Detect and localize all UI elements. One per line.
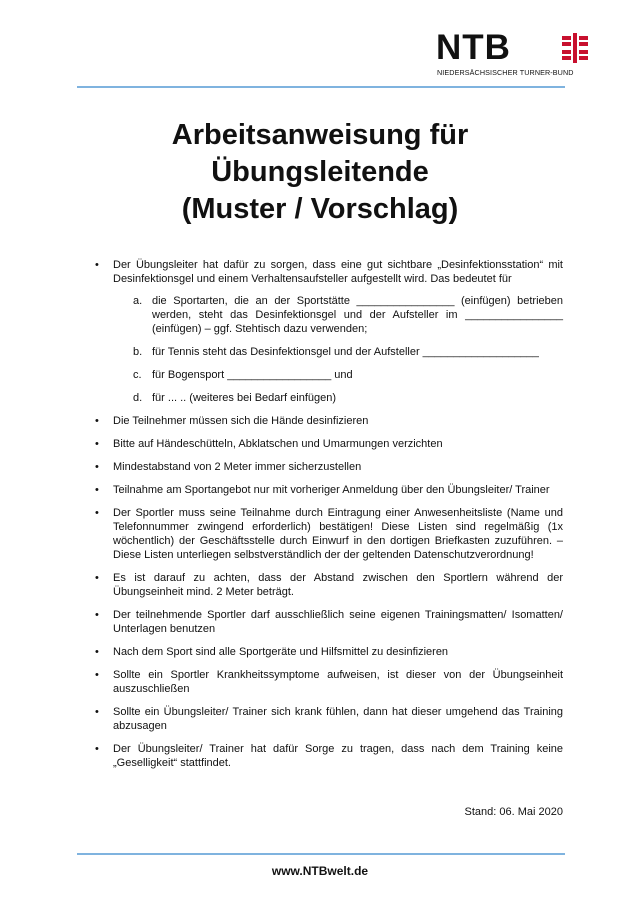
logo-subtitle: NIEDERSÄCHSISCHER TURNER-BUND bbox=[437, 68, 574, 77]
document-date: Stand: 06. Mai 2020 bbox=[464, 806, 563, 818]
list-item-text: Die Teilnehmer müssen sich die Hände desinfizieren bbox=[113, 415, 369, 427]
footer-rule bbox=[77, 853, 565, 855]
sub-marker: b. bbox=[133, 346, 143, 358]
turner-cross-icon bbox=[560, 33, 590, 63]
logo-text: NTB bbox=[436, 28, 511, 67]
instruction-list bbox=[93, 258, 563, 770]
instruction-body bbox=[93, 258, 563, 779]
list-item-text: Sollte ein Übungsleiter/ Trainer sich krank fühlen, dann hat dieser umgehend das Training abzusagen bbox=[113, 706, 563, 732]
list-item bbox=[93, 571, 563, 599]
sub-marker: a. bbox=[133, 295, 143, 307]
list-item bbox=[93, 608, 563, 636]
sub-list-item bbox=[113, 345, 563, 359]
list-item-text: Der Übungsleiter hat dafür zu sorgen, dass eine gut sichtbare „Desinfektionsstation“ mit Desinfektionsgel und einem Verhaltensaufsteller aufgestellt wird. Das bedeutet für bbox=[113, 259, 563, 285]
list-item-text: Es ist darauf zu achten, dass der Abstand zwischen den Sportlern während der Übungseinheit mind. 2 Meter beträgt. bbox=[113, 572, 563, 598]
page-title bbox=[60, 117, 580, 228]
sub-marker: d. bbox=[133, 392, 143, 404]
title-line-1: Arbeitsanweisung für bbox=[171, 119, 469, 151]
sub-marker: c. bbox=[133, 369, 142, 381]
list-item-text: Sollte ein Sportler Krankheitssymptome aufweisen, ist dieser von der Übungseinheit auszuschließen bbox=[113, 669, 563, 695]
list-item-text: Mindestabstand von 2 Meter immer sicherzustellen bbox=[113, 461, 362, 473]
list-item-text: Teilnahme am Sportangebot nur mit vorheriger Anmeldung über den Übungsleiter/ Trainer bbox=[113, 484, 550, 496]
list-item-text: Der Sportler muss seine Teilnahme durch Eintragung einer Anwesenheitsliste (Name und Telefonnummer zwingend erforderlich) bestätigen! Diese Listen sind regelmäßig (1x wöchentlich) der Geschäftsstelle durch Einwurf in den dortigen Briefkasten zuzuführen. – Diese Listen unterliegen selbstverständlich der der geltenden Datenschutzverordnung! bbox=[113, 507, 563, 561]
list-item-text: Nach dem Sport sind alle Sportgeräte und Hilfsmittel zu desinfizieren bbox=[113, 646, 449, 658]
list-item bbox=[93, 437, 563, 451]
list-item bbox=[93, 506, 563, 562]
list-item bbox=[93, 460, 563, 474]
list-item bbox=[93, 742, 563, 770]
sub-list-item-text: die Sportarten, die an der Sportstätte ________________ (einfügen) betrieben werden, steht das Desinfektionsgel und der Aufsteller im ________________ (einfügen) – ggf. Stehtisch dazu verwenden; bbox=[152, 295, 563, 335]
list-item-text: Der teilnehmende Sportler darf ausschließlich seine eigenen Trainingsmatten/ Isomatten/ Unterlagen benutzen bbox=[113, 609, 563, 635]
sub-list-item-text: für ... .. (weiteres bei Bedarf einfügen) bbox=[152, 392, 337, 404]
list-item bbox=[93, 483, 563, 497]
sub-list-item bbox=[113, 391, 563, 405]
list-item bbox=[93, 258, 563, 405]
title-line-3: (Muster / Vorschlag) bbox=[181, 193, 459, 225]
list-item-text: Bitte auf Händeschütteln, Abklatschen und Umarmungen verzichten bbox=[113, 438, 443, 450]
list-item bbox=[93, 645, 563, 659]
list-item bbox=[93, 705, 563, 733]
title-line-2: Übungsleitende bbox=[211, 156, 429, 188]
sub-list-item-text: für Tennis steht das Desinfektionsgel und der Aufsteller ___________________ bbox=[152, 346, 539, 358]
list-item bbox=[93, 414, 563, 428]
footer-website-link[interactable]: www.NTBwelt.de bbox=[271, 864, 369, 878]
sub-list-item-text: für Bogensport _________________ und bbox=[152, 369, 353, 381]
sub-list-item bbox=[113, 368, 563, 382]
header-rule bbox=[77, 86, 565, 88]
sub-list bbox=[113, 294, 563, 405]
ntb-logo bbox=[436, 30, 596, 80]
sub-list-item bbox=[113, 294, 563, 336]
list-item-text: Der Übungsleiter/ Trainer hat dafür Sorge zu tragen, dass nach dem Training keine „Geselligkeit“ stattfindet. bbox=[113, 743, 563, 769]
list-item bbox=[93, 668, 563, 696]
